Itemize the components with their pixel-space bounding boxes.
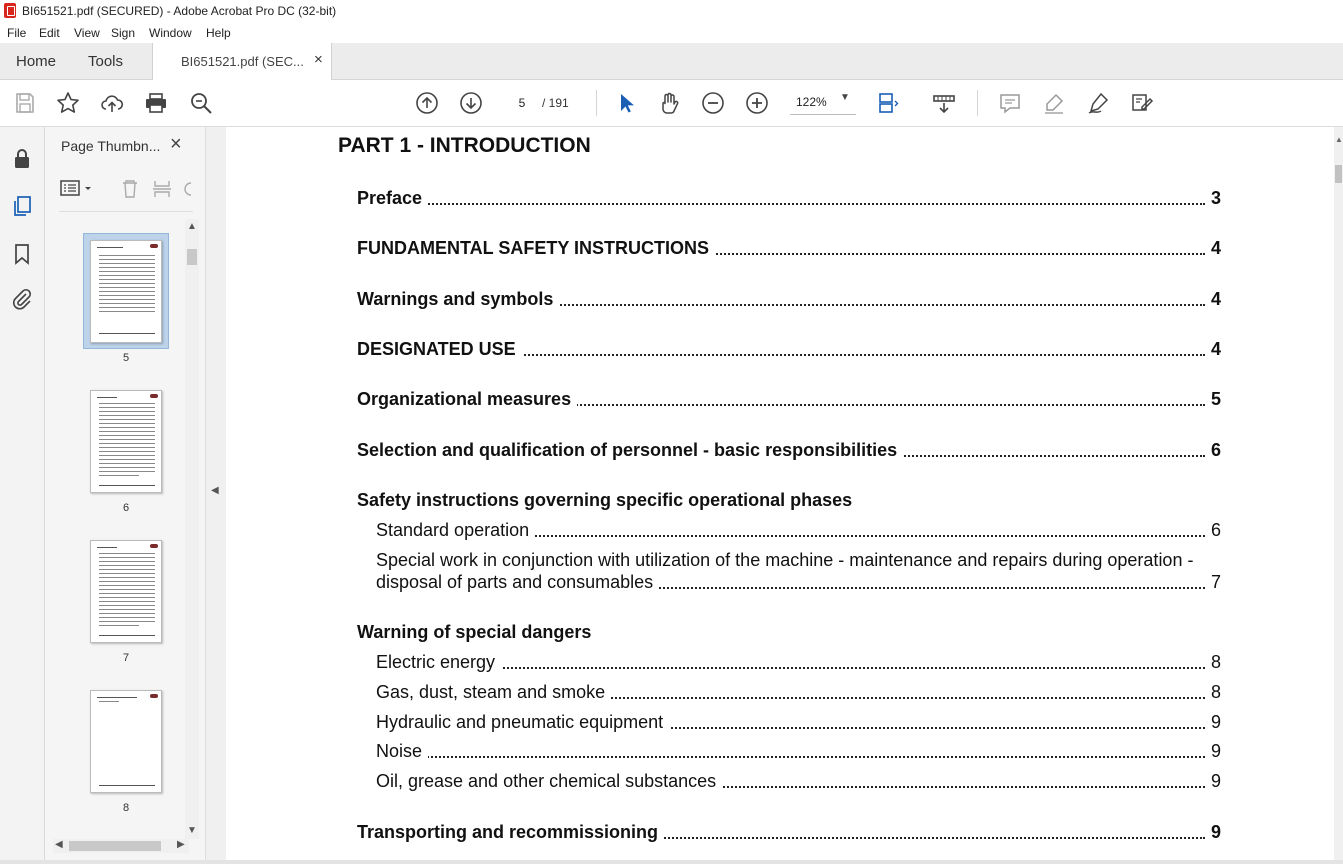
toc-subentry[interactable]: Noise 9 [376, 741, 1221, 761]
star-icon[interactable] [56, 91, 80, 115]
toc-subentry[interactable]: Standard operation 6 [376, 520, 1221, 540]
document-scrollbar[interactable] [1334, 127, 1343, 862]
menu-bar [0, 22, 1343, 42]
panel-toolbar [59, 177, 199, 201]
toolbar [0, 80, 1343, 127]
tab-document[interactable] [152, 43, 332, 80]
toc-subentry[interactable]: Hydraulic and pneumatic equipment 9 [376, 712, 1221, 732]
thumbnail-page-number: 7 [122, 652, 130, 664]
page-thumbnail[interactable] [90, 390, 162, 493]
toc-entry[interactable]: Selection and qualification of personnel - basic responsibilities 6 [357, 440, 1221, 460]
chevron-down-icon: ▼ [840, 92, 850, 103]
scroll-up-icon[interactable]: ▲ [187, 221, 197, 232]
toc-subentry[interactable]: Gas, dust, steam and smoke 8 [376, 682, 1221, 702]
thumbnail-list [45, 219, 185, 839]
thumbnail-page-number: 8 [122, 802, 130, 814]
close-icon[interactable]: × [170, 133, 182, 155]
thumbnail-horizontal-scrollbar[interactable] [53, 839, 189, 853]
toc-subentry[interactable]: Oil, grease and other chemical substances 9 [376, 771, 1221, 791]
panel-collapse-handle[interactable] [205, 127, 226, 864]
rotate-page-icon[interactable] [185, 183, 191, 195]
hand-icon[interactable] [657, 91, 681, 115]
zoom-out-icon[interactable] [701, 91, 725, 115]
window-title: BI651521.pdf (SECURED) - Adobe Acrobat Pro DC (32-bit) [22, 4, 337, 18]
menu-sign[interactable]: Sign [111, 26, 136, 40]
collapse-left-icon[interactable]: ◀ [211, 485, 219, 496]
zoom-in-icon[interactable] [745, 91, 769, 115]
toc-entry[interactable]: Warnings and symbols 4 [357, 289, 1221, 309]
window-bottom-edge [0, 860, 1343, 864]
panel-title: Page Thumbn... [61, 138, 161, 154]
page-number-input[interactable] [507, 92, 537, 114]
menu-help[interactable]: Help [206, 26, 231, 40]
tab-tools[interactable]: Tools [88, 53, 124, 70]
tab-bar [0, 43, 1343, 80]
menu-view[interactable]: View [74, 26, 100, 40]
scroll-down-icon[interactable]: ▼ [187, 825, 197, 836]
document-page [226, 127, 1334, 862]
toc-subentry-wrapped[interactable]: Special work in conjunction with utilization of the machine - maintenance and repairs during operation - disposal of parts and consumables 7 [376, 550, 1221, 592]
draw-icon[interactable] [1086, 91, 1110, 115]
menu-file[interactable]: File [7, 26, 27, 40]
acrobat-pdf-icon [4, 3, 16, 18]
toolbar-divider [977, 90, 978, 116]
toc-entry[interactable]: Preface 3 [357, 188, 1221, 208]
thumbnail-options-icon[interactable] [61, 181, 91, 195]
scroll-mode-icon[interactable] [932, 91, 956, 115]
page-total-label: / 191 [542, 96, 569, 110]
scroll-right-icon[interactable]: ▶ [177, 839, 185, 850]
toc-section-heading[interactable]: Warning of special dangers [357, 622, 592, 642]
toc-subentry[interactable]: Electric energy 8 [376, 652, 1221, 672]
page-heading: PART 1 - INTRODUCTION [338, 134, 591, 157]
menu-window[interactable]: Window [149, 26, 192, 40]
zoom-value: 122% [796, 95, 827, 109]
pages-icon[interactable] [10, 194, 34, 218]
save-icon[interactable] [13, 91, 37, 115]
zoom-dropdown[interactable] [790, 92, 856, 112]
search-zoom-icon[interactable] [189, 91, 213, 115]
scroll-up-icon[interactable]: ▲ [1335, 135, 1343, 144]
attachment-icon[interactable] [10, 287, 34, 311]
toc-entry[interactable]: DESIGNATED USE 4 [357, 339, 1221, 359]
title-bar [0, 0, 1343, 22]
highlight-icon[interactable] [1042, 91, 1066, 115]
comment-icon[interactable] [998, 91, 1022, 115]
bookmark-icon[interactable] [10, 242, 34, 266]
left-rail [0, 127, 45, 864]
scroll-left-icon[interactable]: ◀ [55, 839, 63, 850]
scrollbar-thumb[interactable] [187, 249, 197, 265]
toolbar-divider [596, 90, 597, 116]
page-thumbnails-panel [45, 127, 205, 864]
close-tab-icon[interactable]: × [314, 51, 323, 68]
thumbnail-scrollbar[interactable] [185, 219, 199, 839]
select-cursor-icon[interactable] [614, 91, 638, 115]
thumbnail-page-number: 6 [122, 502, 130, 514]
page-thumbnail[interactable] [90, 240, 162, 343]
scrollbar-thumb[interactable] [1335, 165, 1342, 183]
delete-page-icon[interactable] [123, 181, 137, 197]
page-fit-icon[interactable] [876, 91, 900, 115]
lock-icon[interactable] [10, 147, 34, 171]
page-thumbnail[interactable] [90, 690, 162, 793]
insert-page-icon[interactable] [153, 181, 171, 197]
print-icon[interactable] [144, 91, 168, 115]
toc-entry[interactable]: FUNDAMENTAL SAFETY INSTRUCTIONS 4 [357, 238, 1221, 258]
cloud-upload-icon[interactable] [100, 91, 124, 115]
document-tab-label: BI651521.pdf (SEC... [181, 54, 304, 69]
toc-entry[interactable]: Transporting and recommissioning 9 [357, 822, 1221, 842]
thumbnail-page-number: 5 [122, 352, 130, 364]
page-down-icon[interactable] [459, 91, 483, 115]
toc-section-heading[interactable]: Safety instructions governing specific operational phases [357, 490, 853, 510]
toc-entry[interactable]: Organizational measures 5 [357, 389, 1221, 409]
panel-divider [59, 211, 193, 212]
page-thumbnail[interactable] [90, 540, 162, 643]
tab-home[interactable]: Home [16, 53, 57, 70]
menu-edit[interactable]: Edit [39, 26, 60, 40]
sign-icon[interactable] [1130, 91, 1154, 115]
scrollbar-thumb[interactable] [69, 841, 161, 851]
page-up-icon[interactable] [415, 91, 439, 115]
